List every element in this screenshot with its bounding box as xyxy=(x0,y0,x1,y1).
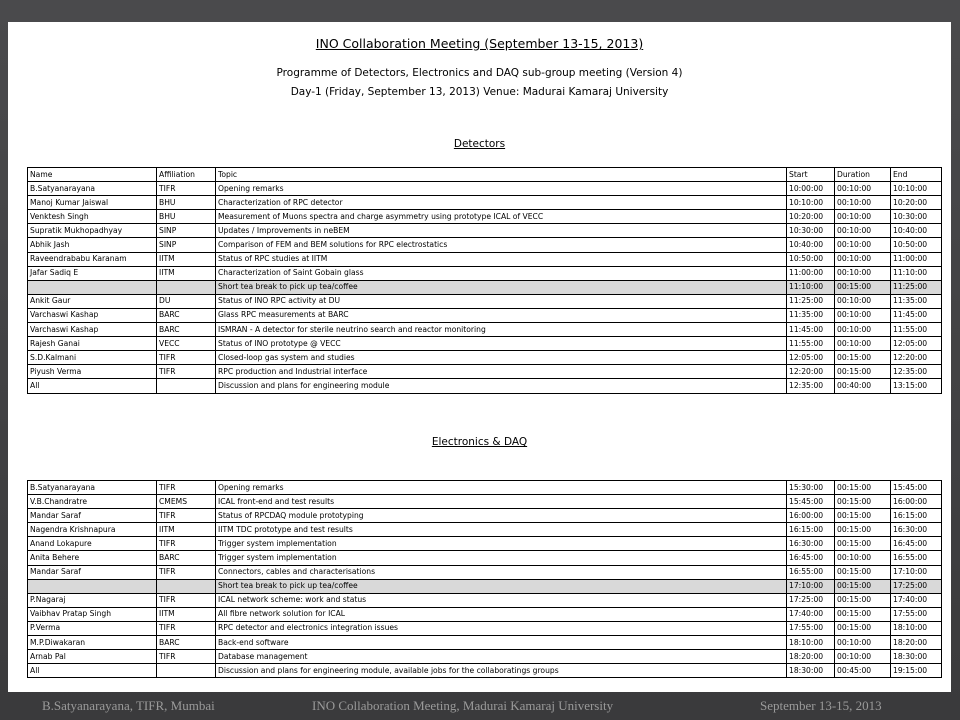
cell-topic: Status of RPCDAQ module prototyping xyxy=(216,509,787,523)
cell-name: Varchaswi Kashap xyxy=(28,308,157,322)
cell-name: Rajesh Ganai xyxy=(28,337,157,351)
cell-affiliation: TIFR xyxy=(157,351,216,365)
cell-affiliation: IITM xyxy=(157,523,216,537)
schedule-row xyxy=(28,365,942,379)
cell-affiliation: SINP xyxy=(157,224,216,238)
cell-duration: 00:15:00 xyxy=(835,523,891,537)
cell-duration: 00:15:00 xyxy=(835,351,891,365)
cell-start: 16:00:00 xyxy=(787,509,835,523)
cell-end: 17:10:00 xyxy=(891,565,942,579)
cell-affiliation: IITM xyxy=(157,252,216,266)
cell-duration: 00:10:00 xyxy=(835,650,891,664)
cell-duration: 00:10:00 xyxy=(835,266,891,280)
cell-topic: Characterization of Saint Gobain glass xyxy=(216,266,787,280)
cell-end: 10:50:00 xyxy=(891,238,942,252)
schedule-row xyxy=(28,252,942,266)
cell-start: 17:55:00 xyxy=(787,621,835,635)
cell-affiliation: BARC xyxy=(157,308,216,322)
cell-end: 11:25:00 xyxy=(891,280,942,294)
schedule-row xyxy=(28,308,942,322)
cell-name: B.Satyanarayana xyxy=(28,481,157,495)
schedule-row xyxy=(28,481,942,495)
programme-sheet xyxy=(8,22,951,692)
column-header-duration: Duration xyxy=(835,168,891,182)
cell-start: 11:35:00 xyxy=(787,308,835,322)
cell-start: 10:40:00 xyxy=(787,238,835,252)
cell-affiliation: TIFR xyxy=(157,621,216,635)
schedule-row xyxy=(28,196,942,210)
document-title: INO Collaboration Meeting (September 13-15, 2013) xyxy=(315,36,644,51)
cell-duration: 00:10:00 xyxy=(835,182,891,196)
cell-end: 17:40:00 xyxy=(891,593,942,607)
cell-end: 18:30:00 xyxy=(891,650,942,664)
schedule-row xyxy=(28,210,942,224)
cell-start: 17:10:00 xyxy=(787,579,835,593)
cell-end: 12:35:00 xyxy=(891,365,942,379)
cell-name: Vaibhav Pratap Singh xyxy=(28,607,157,621)
cell-end: 11:00:00 xyxy=(891,252,942,266)
cell-end: 13:15:00 xyxy=(891,379,942,393)
cell-name: Ankit Gaur xyxy=(28,294,157,308)
cell-affiliation: DU xyxy=(157,294,216,308)
cell-start: 11:10:00 xyxy=(787,280,835,294)
cell-affiliation: TIFR xyxy=(157,481,216,495)
cell-start: 15:45:00 xyxy=(787,495,835,509)
cell-start: 12:20:00 xyxy=(787,365,835,379)
cell-end: 18:20:00 xyxy=(891,636,942,650)
schedule-row xyxy=(28,294,942,308)
cell-topic: ICAL front-end and test results xyxy=(216,495,787,509)
programme-subtitle: Programme of Detectors, Electronics and DAQ sub-group meeting (Version 4) xyxy=(276,67,683,79)
cell-end: 16:45:00 xyxy=(891,537,942,551)
cell-topic: Back-end software xyxy=(216,636,787,650)
schedule-row xyxy=(28,551,942,565)
cell-start: 18:20:00 xyxy=(787,650,835,664)
cell-topic: Status of INO prototype @ VECC xyxy=(216,337,787,351)
cell-duration: 00:15:00 xyxy=(835,621,891,635)
electronics-daq-heading: Electronics & DAQ xyxy=(431,436,528,448)
cell-duration: 00:10:00 xyxy=(835,323,891,337)
cell-start: 10:10:00 xyxy=(787,196,835,210)
detectors-schedule-table xyxy=(27,167,942,394)
cell-topic: Connectors, cables and characterisations xyxy=(216,565,787,579)
cell-end: 10:40:00 xyxy=(891,224,942,238)
column-header-topic: Topic xyxy=(216,168,787,182)
cell-name: Manoj Kumar Jaiswal xyxy=(28,196,157,210)
cell-duration: 00:45:00 xyxy=(835,664,891,678)
cell-duration: 00:10:00 xyxy=(835,551,891,565)
cell-topic: Opening remarks xyxy=(216,182,787,196)
detectors-header-row xyxy=(28,168,942,182)
cell-duration: 00:10:00 xyxy=(835,337,891,351)
cell-start: 10:50:00 xyxy=(787,252,835,266)
cell-name: Jafar Sadiq E xyxy=(28,266,157,280)
cell-duration: 00:15:00 xyxy=(835,579,891,593)
cell-affiliation: VECC xyxy=(157,337,216,351)
cell-name: Supratik Mukhopadhyay xyxy=(28,224,157,238)
cell-name: All xyxy=(28,664,157,678)
cell-name: S.D.Kalmani xyxy=(28,351,157,365)
cell-duration: 00:15:00 xyxy=(835,537,891,551)
cell-name: Venktesh Singh xyxy=(28,210,157,224)
cell-name: P.Nagaraj xyxy=(28,593,157,607)
cell-end: 12:05:00 xyxy=(891,337,942,351)
cell-topic: Discussion and plans for engineering module, available jobs for the collaboratings groups xyxy=(216,664,787,678)
cell-affiliation: TIFR xyxy=(157,509,216,523)
cell-topic: Short tea break to pick up tea/coffee xyxy=(216,280,787,294)
cell-end: 16:15:00 xyxy=(891,509,942,523)
cell-start: 16:15:00 xyxy=(787,523,835,537)
cell-duration: 00:15:00 xyxy=(835,509,891,523)
cell-duration: 00:10:00 xyxy=(835,294,891,308)
cell-end: 11:45:00 xyxy=(891,308,942,322)
cell-end: 11:35:00 xyxy=(891,294,942,308)
cell-end: 10:10:00 xyxy=(891,182,942,196)
cell-topic: ISMRAN - A detector for sterile neutrino search and reactor monitoring xyxy=(216,323,787,337)
electronics-schedule-table xyxy=(27,480,942,678)
cell-duration: 00:10:00 xyxy=(835,210,891,224)
footer-date: September 13-15, 2013 xyxy=(760,698,882,713)
cell-topic: Status of INO RPC activity at DU xyxy=(216,294,787,308)
cell-name xyxy=(28,280,157,294)
cell-affiliation: TIFR xyxy=(157,650,216,664)
cell-name: Nagendra Krishnapura xyxy=(28,523,157,537)
cell-affiliation: BHU xyxy=(157,196,216,210)
schedule-row xyxy=(28,593,942,607)
cell-topic: Comparison of FEM and BEM solutions for RPC electrostatics xyxy=(216,238,787,252)
cell-start: 11:00:00 xyxy=(787,266,835,280)
cell-name: M.P.Diwakaran xyxy=(28,636,157,650)
cell-start: 18:30:00 xyxy=(787,664,835,678)
tea-break-row xyxy=(28,280,942,294)
footer-presenter: B.Satyanarayana, TIFR, Mumbai xyxy=(42,698,215,713)
cell-end: 17:55:00 xyxy=(891,607,942,621)
detectors-heading: Detectors xyxy=(453,138,506,150)
cell-topic: RPC detector and electronics integration issues xyxy=(216,621,787,635)
footer-event: INO Collaboration Meeting, Madurai Kamaraj University xyxy=(312,698,614,713)
cell-affiliation: TIFR xyxy=(157,593,216,607)
cell-duration: 00:15:00 xyxy=(835,280,891,294)
cell-affiliation: TIFR xyxy=(157,365,216,379)
cell-start: 16:45:00 xyxy=(787,551,835,565)
cell-name: Piyush Verma xyxy=(28,365,157,379)
cell-name: All xyxy=(28,379,157,393)
cell-start: 18:10:00 xyxy=(787,636,835,650)
cell-name xyxy=(28,579,157,593)
schedule-row xyxy=(28,238,942,252)
cell-duration: 00:10:00 xyxy=(835,196,891,210)
cell-topic: Closed-loop gas system and studies xyxy=(216,351,787,365)
cell-duration: 00:15:00 xyxy=(835,565,891,579)
schedule-row xyxy=(28,509,942,523)
schedule-row xyxy=(28,537,942,551)
cell-affiliation: TIFR xyxy=(157,565,216,579)
cell-affiliation: IITM xyxy=(157,266,216,280)
cell-duration: 00:10:00 xyxy=(835,308,891,322)
schedule-row xyxy=(28,182,942,196)
cell-end: 18:10:00 xyxy=(891,621,942,635)
schedule-row xyxy=(28,523,942,537)
schedule-row xyxy=(28,379,942,393)
cell-duration: 00:10:00 xyxy=(835,636,891,650)
cell-start: 12:35:00 xyxy=(787,379,835,393)
cell-topic: All fibre network solution for ICAL xyxy=(216,607,787,621)
cell-start: 17:25:00 xyxy=(787,593,835,607)
schedule-row xyxy=(28,337,942,351)
cell-start: 10:00:00 xyxy=(787,182,835,196)
cell-affiliation: CMEMS xyxy=(157,495,216,509)
cell-end: 12:20:00 xyxy=(891,351,942,365)
cell-topic: ICAL network scheme: work and status xyxy=(216,593,787,607)
cell-end: 11:10:00 xyxy=(891,266,942,280)
schedule-row xyxy=(28,266,942,280)
cell-affiliation xyxy=(157,379,216,393)
cell-name: Mandar Saraf xyxy=(28,509,157,523)
cell-topic: Opening remarks xyxy=(216,481,787,495)
slide-footer xyxy=(0,696,960,718)
cell-topic: Trigger system implementation xyxy=(216,537,787,551)
cell-affiliation: BARC xyxy=(157,636,216,650)
column-header-end: End xyxy=(891,168,942,182)
column-header-start: Start xyxy=(787,168,835,182)
cell-topic: Measurement of Muons spectra and charge asymmetry using prototype ICAL of VECC xyxy=(216,210,787,224)
cell-name: Varchaswi Kashap xyxy=(28,323,157,337)
schedule-row xyxy=(28,607,942,621)
cell-topic: Glass RPC measurements at BARC xyxy=(216,308,787,322)
cell-topic: RPC production and Industrial interface xyxy=(216,365,787,379)
schedule-row xyxy=(28,636,942,650)
cell-affiliation: IITM xyxy=(157,607,216,621)
cell-affiliation: SINP xyxy=(157,238,216,252)
cell-topic: Short tea break to pick up tea/coffee xyxy=(216,579,787,593)
cell-duration: 00:15:00 xyxy=(835,607,891,621)
cell-name: Raveendrababu Karanam xyxy=(28,252,157,266)
cell-start: 11:45:00 xyxy=(787,323,835,337)
cell-topic: IITM TDC prototype and test results xyxy=(216,523,787,537)
cell-name: P.Verma xyxy=(28,621,157,635)
cell-duration: 00:15:00 xyxy=(835,365,891,379)
schedule-row xyxy=(28,495,942,509)
cell-end: 15:45:00 xyxy=(891,481,942,495)
cell-start: 10:30:00 xyxy=(787,224,835,238)
cell-affiliation: TIFR xyxy=(157,182,216,196)
cell-affiliation: BARC xyxy=(157,551,216,565)
cell-topic: Discussion and plans for engineering module xyxy=(216,379,787,393)
cell-name: V.B.Chandratre xyxy=(28,495,157,509)
cell-end: 16:30:00 xyxy=(891,523,942,537)
cell-affiliation: BARC xyxy=(157,323,216,337)
cell-affiliation xyxy=(157,664,216,678)
cell-duration: 00:40:00 xyxy=(835,379,891,393)
cell-topic: Trigger system implementation xyxy=(216,551,787,565)
cell-end: 16:55:00 xyxy=(891,551,942,565)
cell-name: Anand Lokapure xyxy=(28,537,157,551)
cell-start: 16:30:00 xyxy=(787,537,835,551)
cell-topic: Status of RPC studies at IITM xyxy=(216,252,787,266)
cell-topic: Characterization of RPC detector xyxy=(216,196,787,210)
cell-name: B.Satyanarayana xyxy=(28,182,157,196)
cell-duration: 00:10:00 xyxy=(835,224,891,238)
cell-start: 11:55:00 xyxy=(787,337,835,351)
cell-name: Abhik Jash xyxy=(28,238,157,252)
cell-topic: Updates / Improvements in neBEM xyxy=(216,224,787,238)
cell-duration: 00:15:00 xyxy=(835,495,891,509)
schedule-row xyxy=(28,664,942,678)
cell-start: 11:25:00 xyxy=(787,294,835,308)
cell-affiliation: BHU xyxy=(157,210,216,224)
cell-end: 17:25:00 xyxy=(891,579,942,593)
day-venue-line: Day-1 (Friday, September 13, 2013) Venue: Madurai Kamaraj University xyxy=(290,86,669,98)
cell-duration: 00:10:00 xyxy=(835,238,891,252)
schedule-row xyxy=(28,650,942,664)
schedule-row xyxy=(28,224,942,238)
cell-start: 15:30:00 xyxy=(787,481,835,495)
cell-end: 11:55:00 xyxy=(891,323,942,337)
cell-topic: Database management xyxy=(216,650,787,664)
cell-affiliation xyxy=(157,280,216,294)
cell-name: Arnab Pal xyxy=(28,650,157,664)
cell-start: 12:05:00 xyxy=(787,351,835,365)
schedule-row xyxy=(28,323,942,337)
cell-affiliation: TIFR xyxy=(157,537,216,551)
schedule-row xyxy=(28,351,942,365)
cell-end: 10:20:00 xyxy=(891,196,942,210)
column-header-name: Name xyxy=(28,168,157,182)
cell-name: Anita Behere xyxy=(28,551,157,565)
cell-end: 16:00:00 xyxy=(891,495,942,509)
schedule-row xyxy=(28,621,942,635)
cell-start: 17:40:00 xyxy=(787,607,835,621)
cell-end: 19:15:00 xyxy=(891,664,942,678)
cell-duration: 00:15:00 xyxy=(835,593,891,607)
cell-affiliation xyxy=(157,579,216,593)
cell-duration: 00:15:00 xyxy=(835,481,891,495)
cell-start: 10:20:00 xyxy=(787,210,835,224)
cell-duration: 00:10:00 xyxy=(835,252,891,266)
cell-end: 10:30:00 xyxy=(891,210,942,224)
column-header-affiliation: Affiliation xyxy=(157,168,216,182)
tea-break-row xyxy=(28,579,942,593)
cell-name: Mandar Saraf xyxy=(28,565,157,579)
cell-start: 16:55:00 xyxy=(787,565,835,579)
schedule-row xyxy=(28,565,942,579)
